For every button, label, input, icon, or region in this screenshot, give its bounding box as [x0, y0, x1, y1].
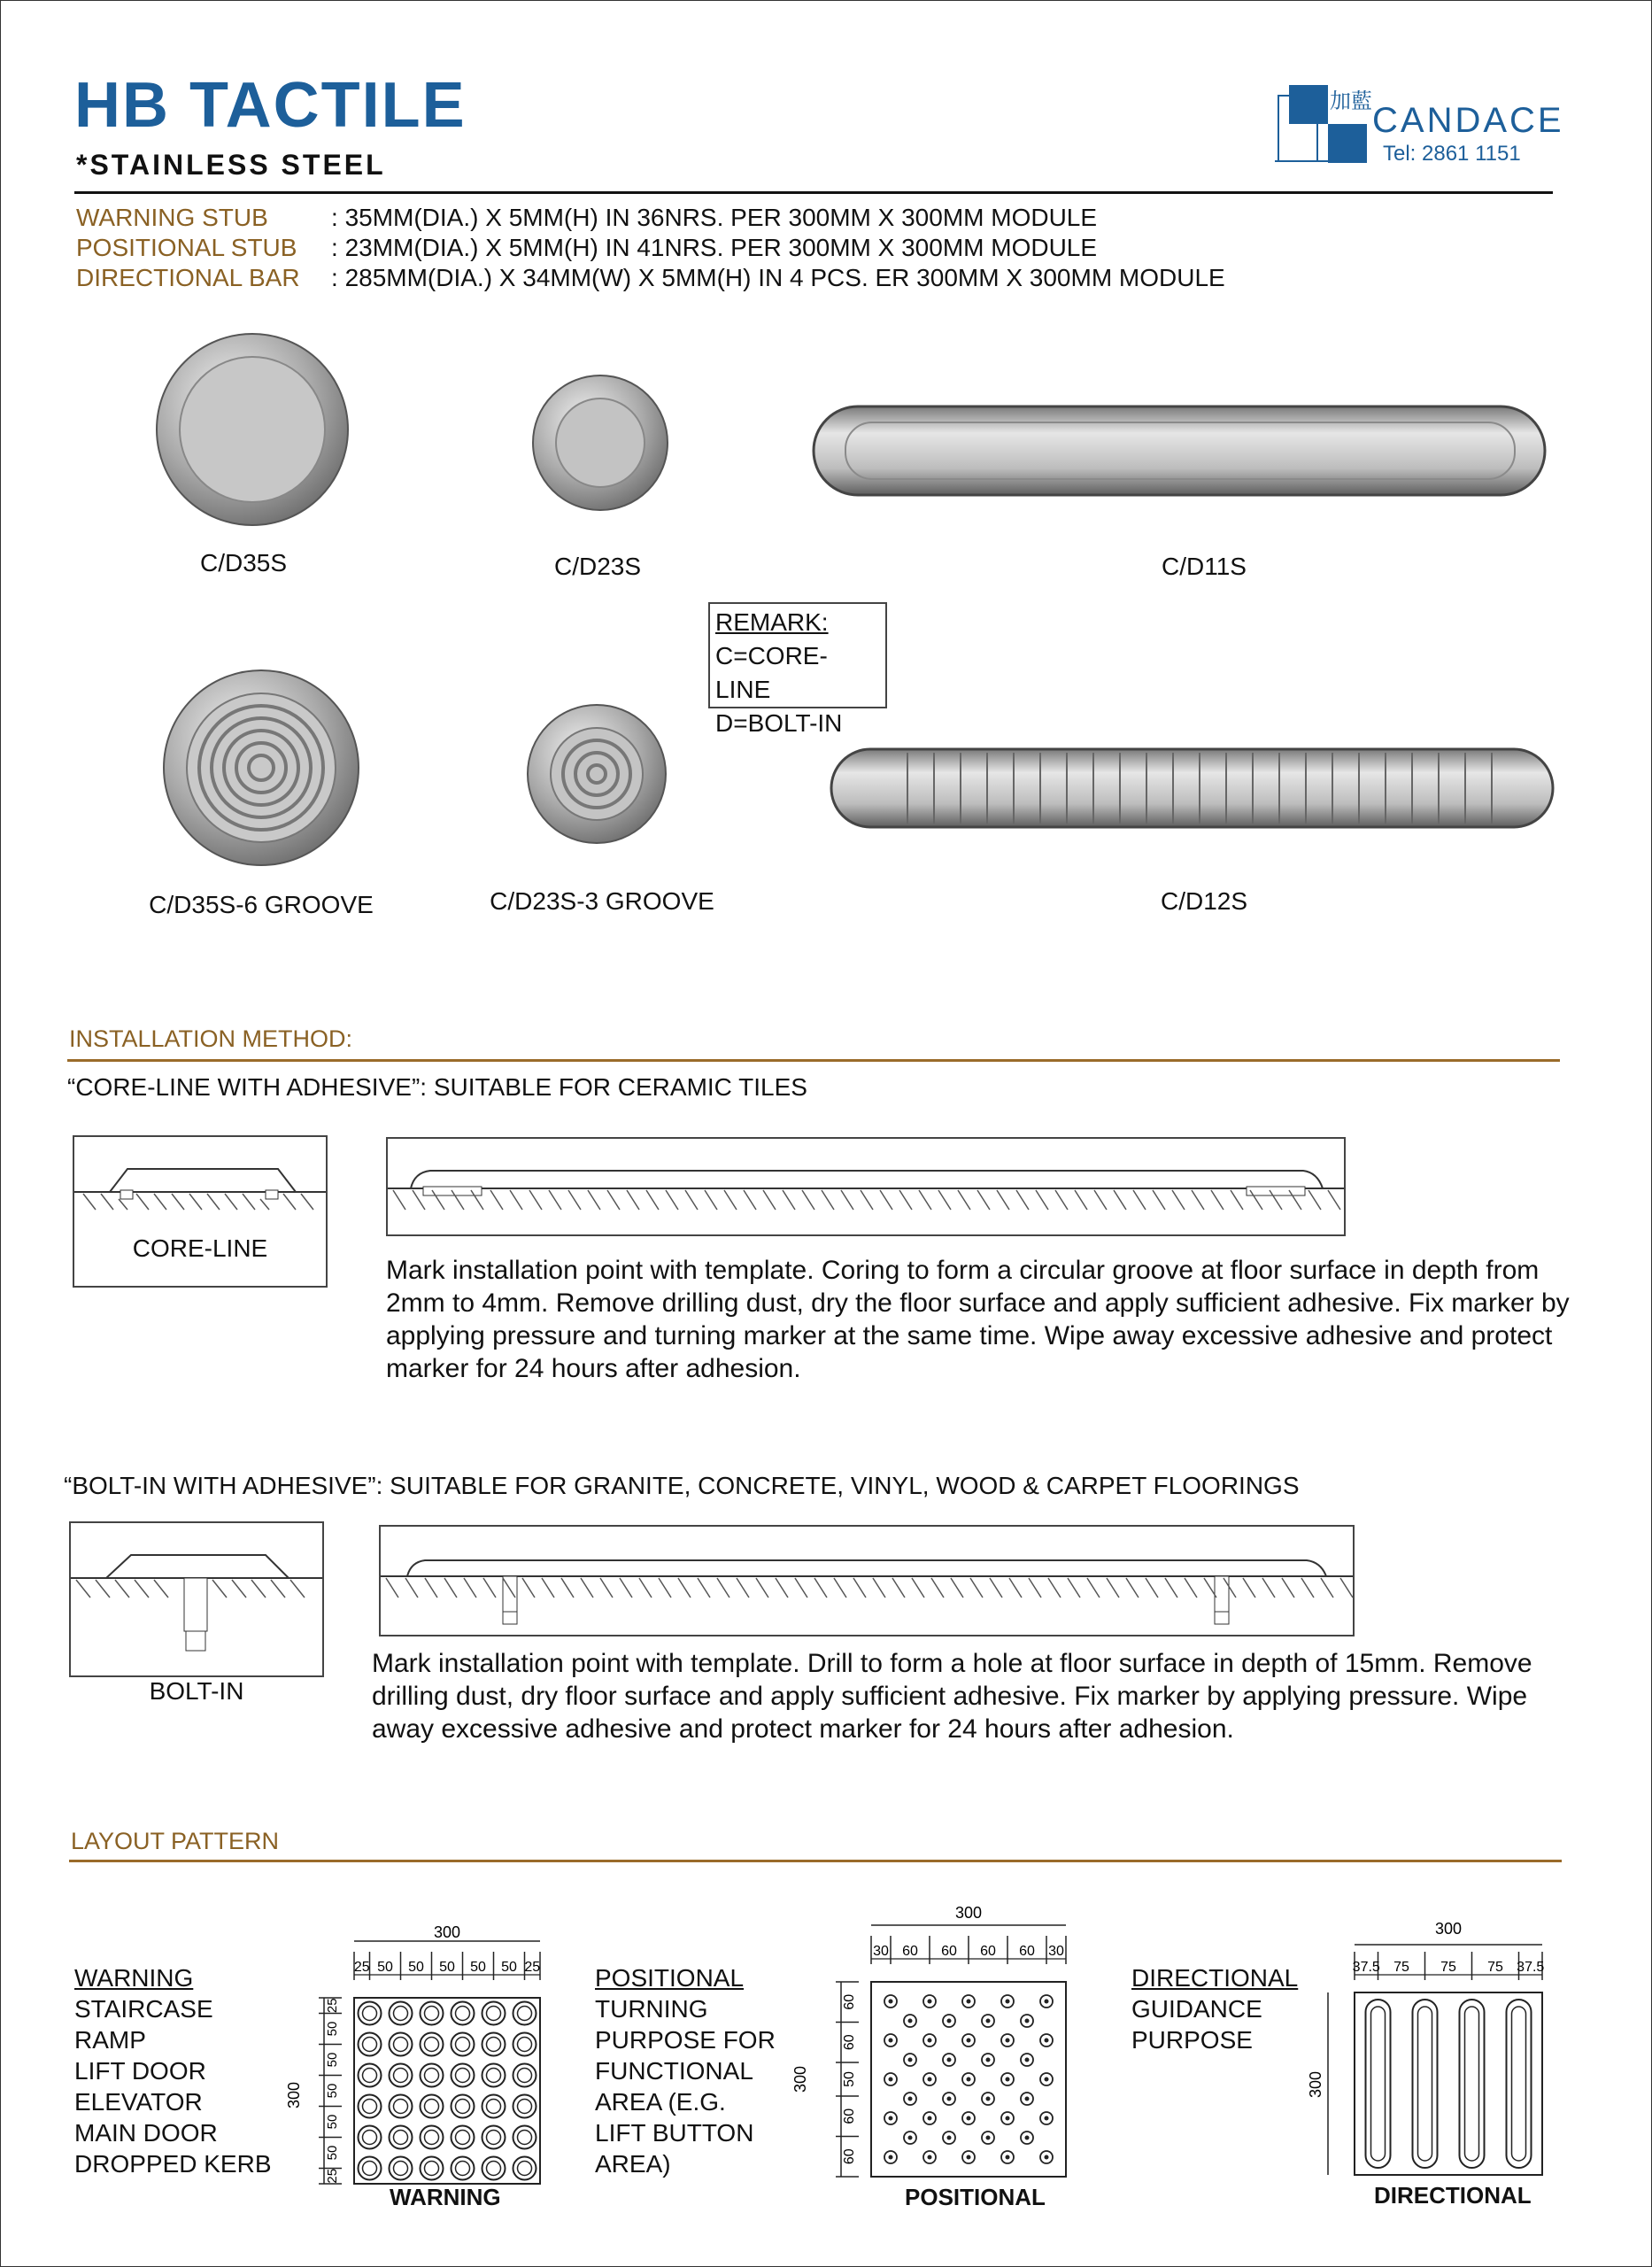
remark-title: REMARK:	[715, 608, 829, 636]
warning-title: WARNING	[74, 1964, 194, 1992]
dim-label: 37.5	[1517, 1960, 1545, 1975]
positional-pattern-drawing	[791, 1902, 1080, 2203]
warning-stud	[513, 2095, 537, 2118]
directional-bar	[1366, 2000, 1391, 2168]
dim-label: 30	[873, 1944, 889, 1959]
warning-stud	[513, 2126, 537, 2149]
boltin-method: “BOLT-IN WITH ADHESIVE”: SUITABLE FOR GRANITE, CONCRETE, VINYL, WOOD & CARPET FLOORINGS	[64, 1472, 1300, 1499]
boltin-diagram	[69, 1521, 324, 1677]
list-item: DROPPED KERB	[74, 2150, 272, 2178]
warning-stud	[513, 2157, 537, 2180]
warning-stud	[390, 2064, 413, 2087]
installation-divider	[67, 1059, 1560, 1062]
warning-stud	[421, 2157, 444, 2180]
warning-diagram-label: WARNING	[390, 2184, 501, 2210]
directional-pattern-drawing	[1308, 1918, 1565, 2184]
coreline-bar-diagram	[386, 1137, 1346, 1236]
warning-stud	[452, 2095, 475, 2118]
dim-label: 50	[377, 1960, 393, 1975]
dim-label: 50	[842, 2071, 857, 2087]
warning-stud	[421, 2126, 444, 2149]
warning-top-dim: 300	[433, 1923, 461, 1941]
coreline-instructions: Mark installation point with template. Coring to form a circular groove at floor surface in depth from 2mm to 4mm. Remove drilling dust, dry the floor surface and apply sufficient adhesive. Fix marker by applying pressure and turning marker at the same time. Wipe away excessive adhesive and protect marker for 24 hours after adhesion.	[386, 1256, 1570, 1383]
warning-stud	[452, 2064, 475, 2087]
spec-row	[76, 234, 1097, 262]
spec-value: 285MM(DIA.) X 34MM(W) X 5MM(H) IN 4 PCS. ER 300MM X 300MM MODULE	[344, 264, 1225, 291]
brand-name: CANDACE	[1372, 101, 1564, 140]
header-divider	[74, 191, 1553, 194]
list-item: FUNCTIONAL	[595, 2057, 753, 2085]
warning-stud	[513, 2064, 537, 2087]
warning-stud	[482, 2157, 506, 2180]
warning-stud	[421, 2095, 444, 2118]
warning-stud	[452, 2126, 475, 2149]
list-item: PURPOSE	[1131, 2026, 1253, 2054]
stud-d35s-6-groove-image	[159, 666, 363, 870]
dim-label: 60	[842, 2108, 857, 2124]
warning-stud	[513, 2033, 537, 2056]
warning-stud	[359, 2126, 382, 2149]
boltin-bar-section	[381, 1527, 1353, 1635]
directional-top-dim: 300	[1434, 1920, 1463, 1938]
dim-label: 50	[325, 2083, 340, 2099]
spec-label: POSITIONAL STUB	[76, 234, 297, 261]
dim-label: 75	[1440, 1960, 1456, 1975]
brand-tel: Tel: 2861 1151	[1383, 142, 1521, 166]
boltin-bar-diagram	[379, 1525, 1355, 1636]
directional-bar	[1507, 2000, 1532, 2168]
warning-stud	[390, 2033, 413, 2056]
product-caption: C/D23S-3 GROOVE	[490, 887, 714, 915]
boltin-instructions: Mark installation point with template. Drill to form a hole at floor surface in depth of 15mm. Remove drilling dust, dry floor surface and apply sufficient adhesive. Fix marker by applying pressure. Wipe away excessive adhesive and protect marker for 24 hours after adhesion.	[372, 1649, 1532, 1744]
dim-label: 50	[325, 2114, 340, 2130]
candace-logo	[1275, 78, 1564, 166]
spec-value: 23MM(DIA.) X 5MM(H) IN 41NRS. PER 300MM X 300MM MODULE	[344, 234, 1098, 261]
spec-row	[76, 204, 1097, 232]
spec-sep: :	[331, 204, 338, 231]
warning-stud	[359, 2002, 382, 2025]
list-item: RAMP	[74, 2026, 146, 2054]
product-caption: C/D35S-6 GROOVE	[149, 891, 374, 918]
positional-list	[595, 1962, 776, 2179]
warning-stud	[482, 2126, 506, 2149]
warning-stud	[390, 2157, 413, 2180]
directional-diagram-label: DIRECTIONAL	[1374, 2182, 1532, 2209]
directional-bar	[1460, 2000, 1485, 2168]
dim-label: 50	[408, 1960, 424, 1975]
warning-stud	[482, 2033, 506, 2056]
remark-line: D=BOLT-IN	[715, 709, 843, 737]
product-caption: C/D12S	[1160, 887, 1248, 915]
dim-label: 25	[325, 2168, 340, 2184]
directional-bar	[1413, 2000, 1438, 2168]
directional-side-dim: 300	[1307, 2070, 1324, 2099]
warning-stud	[359, 2095, 382, 2118]
warning-side-dim: 300	[285, 2081, 303, 2109]
dim-label: 50	[470, 1960, 486, 1975]
positional-top-dim: 300	[954, 1904, 983, 1922]
list-item: ELEVATOR	[74, 2088, 203, 2116]
list-item: PURPOSE FOR	[595, 2026, 776, 2054]
page-subtitle: *STAINLESS STEEL	[76, 149, 386, 181]
product-caption: C/D35S	[199, 549, 288, 576]
warning-stud	[359, 2157, 382, 2180]
spec-label: DIRECTIONAL BAR	[76, 264, 300, 291]
dim-label: 50	[325, 2052, 340, 2068]
dim-label: 37.5	[1352, 1960, 1380, 1975]
dim-label: 25	[353, 1960, 370, 1975]
dim-label: 60	[941, 1944, 957, 1959]
list-item: AREA (E.G.	[595, 2088, 726, 2116]
dim-label: 75	[1393, 1960, 1409, 1975]
coreline-diagram	[73, 1135, 328, 1288]
dim-label: 50	[439, 1960, 455, 1975]
installation-heading: INSTALLATION METHOD:	[69, 1025, 353, 1052]
spec-sep: :	[331, 264, 338, 291]
dim-label: 30	[1048, 1944, 1064, 1959]
layout-heading: LAYOUT PATTERN	[71, 1828, 280, 1854]
spec-sep: :	[331, 234, 338, 261]
dim-label: 50	[325, 2021, 340, 2037]
warning-pattern-drawing	[274, 1922, 558, 2205]
warning-stud	[452, 2157, 475, 2180]
warning-stud	[359, 2033, 382, 2056]
dim-label: 75	[1487, 1960, 1503, 1975]
warning-stud	[482, 2002, 506, 2025]
directional-title: DIRECTIONAL	[1131, 1964, 1299, 1992]
remark-box	[708, 602, 887, 737]
coreline-bar-section	[388, 1139, 1344, 1234]
warning-list	[74, 1962, 272, 2179]
warning-stud	[452, 2033, 475, 2056]
coreline-label: CORE-LINE	[132, 1234, 268, 1262]
dim-label: 60	[842, 2148, 857, 2165]
dim-label: 60	[842, 1993, 857, 2010]
bar-d11s-image	[810, 403, 1549, 500]
warning-stud	[421, 2033, 444, 2056]
page-title: HB TACTILE	[74, 70, 467, 141]
dim-label: 60	[842, 2034, 857, 2051]
list-item: TURNING	[595, 1995, 708, 2023]
remark-line: C=CORE-LINE	[715, 642, 828, 703]
product-caption: C/D23S	[553, 553, 642, 580]
warning-stud	[390, 2095, 413, 2118]
list-item: LIFT BUTTON	[595, 2119, 754, 2147]
warning-stud	[390, 2126, 413, 2149]
positional-diagram-label: POSITIONAL	[905, 2184, 1046, 2210]
spec-value: 35MM(DIA.) X 5MM(H) IN 36NRS. PER 300MM X 300MM MODULE	[344, 204, 1098, 231]
dim-label: 25	[524, 1960, 541, 1975]
dim-label: 60	[1019, 1944, 1035, 1959]
dim-label: 50	[501, 1960, 517, 1975]
coreline-method: “CORE-LINE WITH ADHESIVE”: SUITABLE FOR CERAMIC TILES	[67, 1073, 807, 1101]
list-item: GUIDANCE	[1131, 1995, 1262, 2023]
warning-stud	[421, 2064, 444, 2087]
list-item: MAIN DOOR	[74, 2119, 218, 2147]
warning-stud	[513, 2002, 537, 2025]
list-item: STAIRCASE	[74, 1995, 213, 2023]
bar-d12s-image	[828, 746, 1556, 832]
dim-label: 60	[902, 1944, 918, 1959]
list-item: LIFT DOOR	[74, 2057, 206, 2085]
coreline-section-drawing	[74, 1137, 326, 1226]
boltin-section-drawing	[71, 1523, 322, 1656]
stud-d23s-3-groove-image	[526, 703, 668, 845]
spec-row	[76, 264, 1225, 292]
dim-label: 50	[325, 2145, 340, 2161]
warning-stud	[482, 2064, 506, 2087]
spec-label: WARNING STUB	[76, 204, 268, 231]
warning-stud	[482, 2095, 506, 2118]
warning-stud	[421, 2002, 444, 2025]
positional-title: POSITIONAL	[595, 1964, 745, 1992]
positional-side-dim: 300	[791, 2065, 809, 2093]
stud-d35s-image	[151, 328, 354, 531]
layout-divider	[69, 1860, 1562, 1862]
product-caption: C/D11S	[1162, 553, 1247, 580]
directional-list	[1131, 1962, 1298, 2055]
stud-d23s-image	[529, 372, 671, 514]
dim-label: 60	[980, 1944, 996, 1959]
warning-stud	[390, 2002, 413, 2025]
list-item: AREA)	[595, 2150, 671, 2178]
warning-stud	[452, 2002, 475, 2025]
boltin-label: BOLT-IN	[149, 1677, 244, 1705]
brand-chinese: 加藍	[1330, 89, 1372, 113]
dim-label: 25	[325, 1998, 340, 2014]
warning-stud	[359, 2064, 382, 2087]
